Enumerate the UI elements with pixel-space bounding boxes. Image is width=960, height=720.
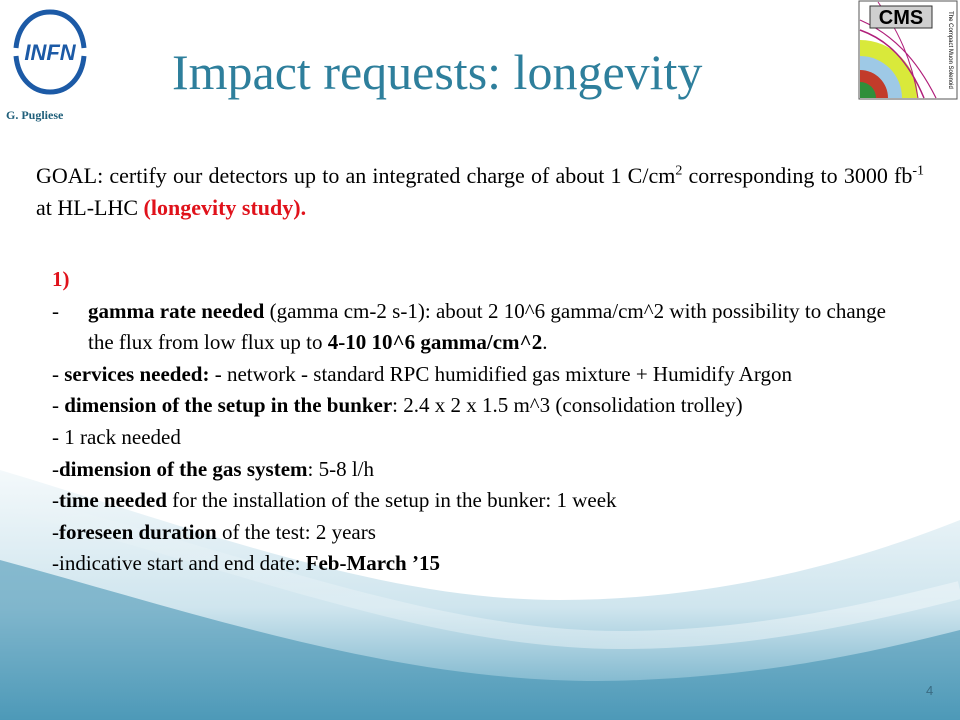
goal-highlight: (longevity study). — [143, 195, 307, 220]
gamma-rate-label: gamma rate needed — [88, 298, 265, 323]
services-lead: - — [52, 361, 65, 386]
cms-logo-text: CMS — [878, 7, 924, 29]
setup-label: dimension of the setup in the bunker — [64, 393, 393, 418]
time-label: time needed — [59, 488, 167, 513]
list-item-gamma-rate — [52, 296, 886, 359]
duration-text: of the test: 2 years — [216, 519, 376, 544]
gamma-rate-text: (gamma cm-2 s-1): about 2 10^6 gamma/cm^2 with possibility to change the flux from low flux up to — [88, 298, 887, 355]
gas-label: dimension of the gas system — [59, 456, 308, 481]
dates-text: -indicative start and end date: — [52, 551, 306, 576]
list-number: 1) — [52, 267, 70, 291]
author-name: G. Pugliese — [6, 108, 64, 122]
dates-value: Feb-March ’15 — [305, 551, 440, 576]
goal-sup-1: 2 — [675, 163, 683, 179]
goal-text-3: at HL-LHC — [36, 195, 144, 220]
list-item-dates — [52, 548, 886, 580]
gamma-rate-max: 4-10 10^6 gamma/cm^2 — [327, 330, 543, 355]
list-item-duration — [52, 517, 886, 549]
gamma-rate-end: . — [542, 330, 548, 355]
goal-statement — [36, 160, 924, 224]
gas-lead: - — [52, 456, 59, 481]
setup-lead: - — [52, 393, 65, 418]
time-lead: - — [52, 488, 59, 513]
services-label: services needed: — [64, 361, 210, 386]
duration-lead: - — [52, 519, 59, 544]
infn-logo-text: INFN — [24, 40, 76, 65]
services-text: - network - standard RPC humidified gas mixture + Humidify Argon — [209, 361, 792, 386]
list-item-gas-system — [52, 454, 886, 486]
infn-logo — [8, 4, 92, 100]
goal-sup-2: -1 — [912, 163, 924, 179]
gas-text: : 5-8 l/h — [307, 456, 375, 481]
requirements-list — [52, 264, 886, 580]
list-item-services — [52, 359, 886, 391]
setup-text: : 2.4 x 2 x 1.5 m^3 (consolidation trolley) — [392, 393, 743, 418]
list-item-setup-dimension — [52, 390, 886, 422]
slide-title: Impact requests: longevity — [172, 44, 703, 100]
goal-text-1: GOAL: certify our detectors up to an integrated charge of about 1 C/cm — [36, 163, 676, 188]
list-dash: - — [52, 298, 59, 323]
list-item-rack: - 1 rack needed — [52, 424, 181, 449]
time-text: for the installation of the setup in the bunker: 1 week — [166, 488, 617, 513]
list-item-time-needed — [52, 485, 886, 517]
cms-logo-subtitle: The Compact Muon Solenoid — [947, 11, 953, 89]
duration-label: foreseen duration — [59, 519, 217, 544]
cms-logo — [858, 0, 958, 100]
goal-text-2: corresponding to 3000 fb — [682, 163, 913, 188]
page-number: 4 — [926, 683, 934, 698]
